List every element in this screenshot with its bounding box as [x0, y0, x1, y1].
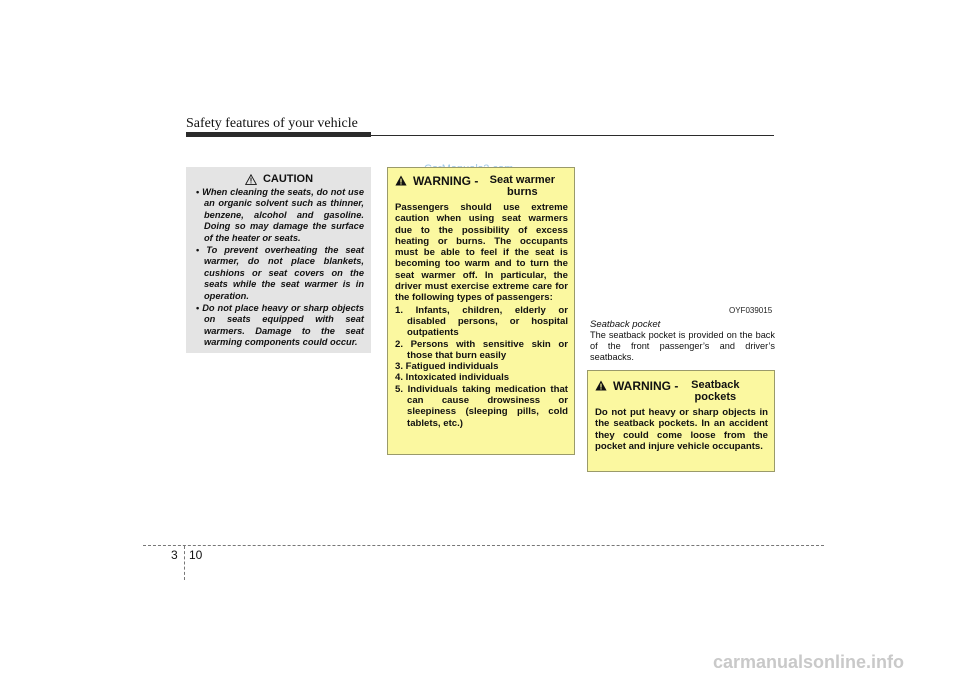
- warning-word: WARNING -: [613, 379, 679, 393]
- footer-rule: [143, 545, 824, 546]
- warning-word: WARNING -: [413, 174, 479, 188]
- caution-heading: CAUTION: [262, 173, 314, 185]
- caution-item: • To prevent overheating the seat warmer, do not place blankets, cushions or seat covers on the seats while the seat warmer is in operation.: [194, 245, 364, 302]
- watermark-bottom: carmanualsonline.info: [713, 652, 905, 672]
- page-header-title: Safety features of your vehicle: [186, 116, 358, 131]
- footer-divider: [184, 546, 185, 580]
- seatback-pocket-text: The seatback pocket is provided on the back of the front passenger’s and driver’s seatbacks.: [590, 330, 775, 363]
- warning-pockets-box: [587, 370, 775, 472]
- warning-pockets-heading: [595, 379, 768, 403]
- list-item: 1. Infants, children, elderly or disabled persons, or hospital outpatients: [395, 304, 568, 339]
- caution-item: • Do not place heavy or sharp objects on seats equipped with seat warmers. Damage to the seat warming components could occur.: [194, 303, 364, 349]
- header-rule: [186, 135, 774, 136]
- warning-seat-warmer-box: [387, 167, 575, 455]
- list-item: 2. Persons with sensitive skin or those that burn easily: [395, 338, 568, 361]
- page-section-number: 3: [171, 548, 178, 562]
- warning-triangle-icon: [595, 380, 607, 391]
- page-number: 10: [189, 548, 203, 562]
- list-item: 5. Individuals taking medication that can cause drowsiness or sleepiness (sleeping pills, cold tablets, etc.): [395, 383, 568, 429]
- warning-pockets-body: Do not put heavy or sharp objects in the seatback pockets. In an accident they could come loose from the pocket and injure vehicle occupants.: [595, 407, 768, 452]
- warning-passenger-list: [395, 305, 568, 429]
- seatback-pocket-heading: Seatback pocket: [590, 319, 661, 330]
- list-item: 3. Fatigued individuals: [395, 361, 499, 373]
- figure-code: OYF039015: [729, 306, 773, 315]
- warning-seat-warmer-body: Passengers should use extreme caution when using seat warmers due to the possibility of excess heating or burns. The occupants must be able to feel if the seat is becoming too warm and to turn the seat warmer off. In particular, the driver must exercise extreme care for the following types of passengers:: [395, 202, 568, 304]
- warning-triangle-icon: [395, 175, 407, 186]
- caution-triangle-icon: [245, 174, 257, 185]
- caution-list: [194, 187, 364, 349]
- list-item: 4. Intoxicated individuals: [395, 372, 510, 384]
- warning-seat-warmer-heading: [395, 174, 568, 198]
- warning-topic: Seat warmer burns: [489, 174, 556, 198]
- warning-topic: Seatback pockets: [691, 379, 740, 403]
- caution-box: [186, 167, 371, 353]
- caution-heading-row: [194, 173, 364, 185]
- caution-item: • When cleaning the seats, do not use an organic solvent such as thinner, benzene, alcohol and gasoline. Doing so may damage the surface of the heater or seats.: [194, 187, 364, 244]
